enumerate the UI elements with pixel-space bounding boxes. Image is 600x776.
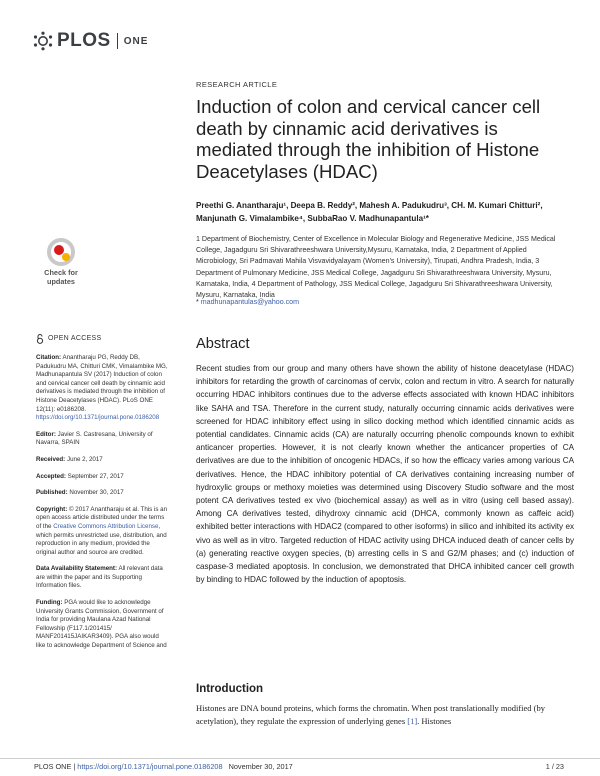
intro-text-2: . Histones — [417, 716, 452, 726]
logo-journal-name: ONE — [123, 35, 149, 47]
plos-logo-icon — [32, 31, 54, 51]
article-sidebar — [36, 334, 168, 659]
logo-brand: PLOS — [57, 30, 111, 51]
accepted-label: Accepted: — [36, 472, 66, 480]
reference-link[interactable]: [1] — [407, 716, 418, 726]
copyright-block — [36, 506, 168, 558]
check-updates-label: Check for updates — [44, 268, 78, 286]
published-date: November 30, 2017 — [69, 489, 124, 497]
page-number: 1 / 23 — [545, 762, 564, 771]
introduction-heading: Introduction — [196, 683, 264, 695]
introduction-text — [196, 702, 574, 728]
article-type: RESEARCH ARTICLE — [196, 80, 278, 89]
published-block — [36, 489, 168, 498]
footer-separator: | — [71, 762, 78, 771]
footer-divider — [0, 758, 600, 759]
author-list: Preethi G. Anantharaju¹, Deepa B. Reddy², Mahesh A. Padukudru³, CH. M. Kumari Chitturi², Manjunath G. Vimalambike⁴, SubbaRao V. Madhunapantula¹* — [196, 201, 543, 223]
corresponding-email — [196, 298, 299, 306]
accepted-date: September 27, 2017 — [67, 472, 124, 480]
page-footer — [34, 762, 293, 771]
affiliations: 1 Department of Biochemistry, Center of Excellence in Molecular Biology and Regenerative Medicine, JSS Medical College, Jagadguru Sri Shivarathreeshwara University,Mysuru, Karnataka, India, 2 Department of Applied Microbiology, Sri Padmavati Mahila Visvavidyalayam (Women's University), Tirupati, Andhra Pradesh, India, 3 Department of Pulmonary Medicine, JSS Medical College, Jagadguru Sri Shivarathreeshwara University, Mysuru, Karnataka, India, 4 Department of Pathology, JSS Medical College, Jagadguru Sri Shivarathreeshwara University, Mysuru, Karnataka, India — [196, 235, 556, 300]
citation-block — [36, 354, 168, 423]
copyright-text-1: © 2017 Anantharaju et al. This is an open access article distributed under the terms of the — [36, 505, 168, 530]
email-marker: * — [196, 298, 201, 306]
funding-label: Funding: — [36, 599, 63, 607]
received-date: June 2, 2017 — [66, 455, 103, 463]
abstract-text: Recent studies from our group and many others have shown the ability of histone deacetylase (HDAC) inhibitors for retarding the growth of carcinomas of cervix, colon and rectum in vitro. A search for naturally occurring HDAC inhibitors continues due to the adverse effects associated with known HDAC inhibitors like SAHA and TSA. Therefore in the current study, naturally occurring cinnamic acids derivatives were screened for HDAC inhibitory effect using in silico docking method which identified cinnamic acids as potential candidates. Cinnamic acids (CA) are naturally occurring phenolic compounds known to exhibit anticancer properties. However, it is not clearly known whether the anticancer properties of CA derivatives are due to the inhibition of oncogenic HDACs, if so how the efficacy varies among various CA derivatives. Hence, the HDAC inhibitory potential of CA derivatives containing increasing number of hydroxylic groups or methoxy moieties was determined using Discovery Studio software and the most potent CA derivatives tested ex vivo (biochemical assay) as well as in vitro (using cell based assay). Among CA derivatives tested, dihydroxy cinnamic acid (DHCA, commonly known as caffeic acid) exhibited better interactions with HDAC2 (compared to other isoforms) in silico and inhibited its activity ex vivo as well as in vitro. Targeted reduction of HDAC activity using DHCA induced death of cancer cells by (a) generating reactive oxygen species, (b) arresting cells in S and G2/M phases; and (c) induction of caspase-3 mediated apoptosis. In conclusion, we demonstrated that DHCA inhibited cancer cell growth by binding to HDAC followed by the induction of apoptosis. — [196, 364, 574, 585]
editor-label: Editor: — [36, 430, 56, 438]
footer-doi-link[interactable]: https://doi.org/10.1371/journal.pone.0186208 — [77, 762, 223, 771]
check-updates-icon — [47, 238, 75, 266]
article-title: Induction of colon and cervical cancer cell death by cinnamic acid derivatives is mediated through the inhibition of Histone Deacetylases (HDAC) — [196, 96, 541, 182]
received-label: Received: — [36, 455, 66, 463]
editor-text: Javier S. Castresana, University of Navarra, SPAIN — [36, 430, 153, 447]
published-label: Published: — [36, 489, 68, 497]
funding-block — [36, 599, 168, 651]
license-link[interactable]: Creative Commons Attribution License — [53, 522, 159, 530]
check-for-updates-badge[interactable] — [38, 238, 84, 286]
intro-text-1: Histones are DNA bound proteins, which forms the chromatin. When post translationally modified (by acetylation), they regulate the expression of underlying genes — [196, 703, 545, 726]
data-availability-block — [36, 565, 168, 591]
citation-label: Citation: — [36, 354, 62, 361]
open-access-badge — [36, 334, 168, 344]
citation-doi-link[interactable]: https://doi.org/10.1371/journal.pone.0186208 — [36, 414, 160, 422]
logo-divider — [117, 33, 118, 49]
email-link[interactable]: madhunapantulas@yahoo.com — [200, 298, 300, 306]
copyright-label: Copyright: — [36, 505, 68, 513]
citation-text: Anantharaju PG, Reddy DB, Padukudru MA, Chitturi CMK, Vimalambike MG, Madhunapantula SV (2017) Induction of colon and cervical cancer cell death by cinnamic acid derivatives is mediated through the inhibition of Histone Deacetylases (HDAC). PLoS ONE 12(11): e0186208. — [36, 354, 168, 413]
abstract-heading: Abstract — [196, 336, 250, 352]
footer-journal: PLOS ONE — [34, 762, 72, 771]
editor-block — [36, 431, 168, 448]
open-lock-icon — [36, 334, 44, 344]
footer-date: November 30, 2017 — [228, 762, 293, 771]
copyright-text-2: , which permits unrestricted use, distribution, and reproduction in any medium, provided the original author and source are credited. — [36, 522, 167, 556]
journal-logo — [32, 30, 148, 52]
received-block — [36, 456, 168, 465]
data-availability-label: Data Availability Statement: — [36, 565, 118, 573]
funding-text: PGA would like to acknowledge University Grants Commission, Government of India for providing Maulana Azad National Fellowship (F117.1/201415/ MANF201415JAIKAR3409). PGA also would like to acknowledge Department of Science and — [36, 599, 167, 650]
open-access-label: OPEN ACCESS — [48, 334, 102, 342]
data-availability-text: All relevant data are within the paper and its Supporting Information files. — [36, 565, 163, 590]
accepted-block — [36, 473, 168, 482]
